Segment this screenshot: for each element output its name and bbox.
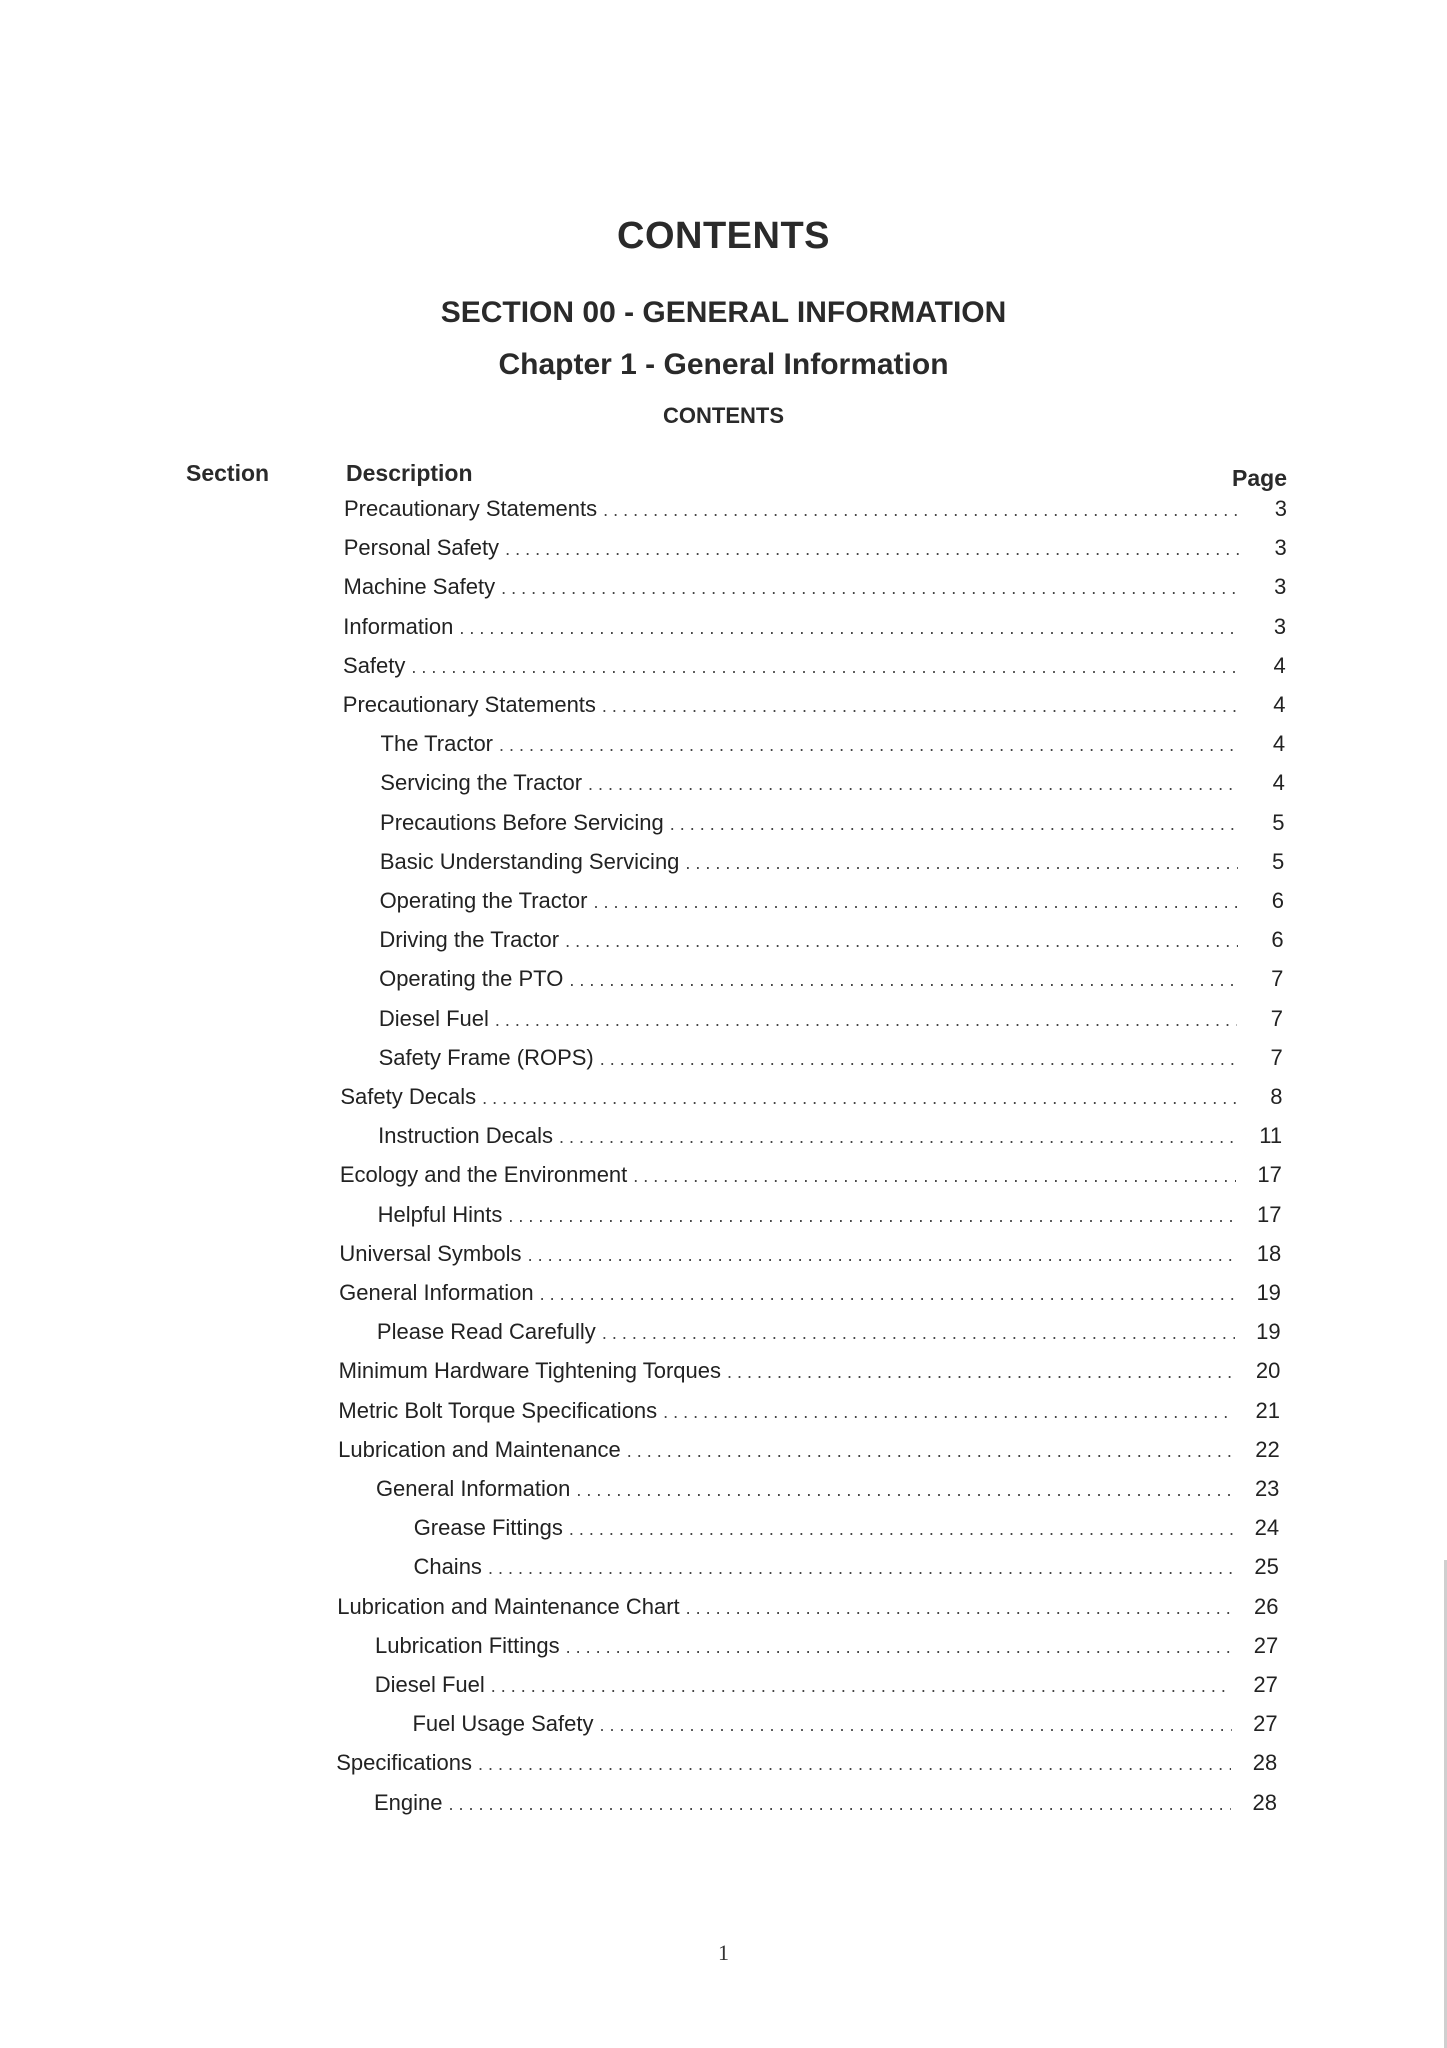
section-title: SECTION 00 - GENERAL INFORMATION [440,296,1007,329]
toc-leader-dots [566,1637,1233,1658]
toc-entry [344,535,1287,565]
toc-entry-page: 8 [1270,1084,1283,1109]
toc-leader-dots [459,618,1240,639]
toc-entry [339,1280,1281,1310]
toc-entry-label: Precautionary Statements [344,496,598,521]
toc-entry [377,1319,1281,1349]
toc-entry-label: Diesel Fuel [374,1672,485,1697]
toc-entry-page: 6 [1271,888,1284,913]
toc-entry-page: 4 [1273,652,1286,678]
toc-leader-dots [602,696,1240,717]
chapter-title: Chapter 1 - General Information [498,348,949,381]
page-number: 1 [718,1940,729,1965]
toc-entry-page: 5 [1272,848,1285,874]
toc-entry [380,888,1284,918]
column-header-section: Section [186,460,270,486]
sub-contents-heading: CONTENTS [663,403,784,428]
toc-entry-page: 20 [1255,1358,1281,1384]
toc-entry-page: 23 [1254,1476,1280,1501]
toc-entry-label: Ecology and the Environment [339,1162,628,1188]
toc-leader-dots [685,853,1238,874]
toc-leader-dots [627,1441,1234,1462]
toc-entry-label: Servicing the Tractor [380,770,583,796]
toc-entry-label: Operating the PTO [379,966,564,992]
column-header-description: Description [346,460,473,486]
toc-entry-page: 17 [1257,1162,1282,1188]
toc-entry [344,496,1287,526]
toc-leader-dots [559,1127,1236,1148]
toc-entry-label: Personal Safety [343,535,500,561]
toc-entry-label: Driving the Tractor [379,927,560,953]
toc-entry-page: 7 [1270,1005,1284,1031]
toc-entry [343,692,1286,722]
toc-entry-page: 19 [1256,1280,1281,1305]
toc-leader-dots [663,1402,1234,1423]
toc-leader-dots [727,1362,1234,1383]
toc-entry-label: Lubrication and Maintenance [338,1436,621,1462]
toc-leader-dots [569,1519,1233,1540]
toc-entry-label: Instruction Decals [378,1123,553,1149]
toc-leader-dots [411,657,1239,678]
toc-leader-dots [565,931,1238,952]
toc-leader-dots [603,500,1241,521]
toc-entry-label: Precautions Before Servicing [380,809,664,835]
toc-leader-dots [593,892,1238,913]
toc-entry-label: Machine Safety [343,574,496,600]
toc-entry-page: 4 [1273,692,1286,717]
toc-entry [379,1006,1283,1036]
toc-entry-label: Helpful Hints [377,1201,503,1227]
toc-entry-label: Grease Fittings [413,1515,563,1541]
toc-leader-dots [528,1245,1236,1266]
toc-entry-page: 21 [1255,1397,1281,1423]
toc-leader-dots [495,1010,1237,1031]
toc-entry [344,574,1287,604]
toc-entry-page: 27 [1253,1672,1278,1697]
toc-entry [380,849,1284,879]
toc-entry [379,966,1283,996]
toc-leader-dots [540,1284,1235,1305]
column-header-page: Page [1232,465,1287,491]
toc-entry [379,1045,1283,1075]
toc-entry [413,1554,1278,1584]
toc-leader-dots [633,1166,1236,1187]
toc-entry-page: 27 [1253,1711,1278,1737]
toc-entry-page: 7 [1270,1044,1283,1070]
toc-entry-page: 4 [1272,731,1286,757]
toc-leader-dots [499,735,1239,756]
toc-leader-dots [600,1049,1237,1070]
toc-entry [381,731,1286,761]
toc-entry [380,770,1285,800]
toc-entry-page: 3 [1273,613,1287,639]
toc-entry [343,614,1286,644]
toc-entry-page: 28 [1252,1750,1278,1776]
toc-entry [337,1594,1278,1624]
toc-entry-label: General Information [339,1280,534,1305]
toc-entry-label: Engine [374,1789,443,1815]
toc-leader-dots [482,1088,1236,1109]
toc-entry-page: 11 [1259,1123,1283,1149]
toc-leader-dots [670,814,1239,835]
toc-entry [412,1711,1277,1741]
toc-entry-label: Chains [413,1554,482,1580]
toc-entry-page: 27 [1253,1632,1279,1658]
toc-entry-label: General Information [375,1476,571,1501]
toc-entry [343,653,1286,683]
toc-leader-dots [505,539,1241,560]
toc-leader-dots [576,1480,1233,1501]
toc-entry-label: Fuel Usage Safety [412,1711,594,1737]
toc-entry-label: Universal Symbols [339,1240,522,1266]
toc-entry-label: Safety [343,652,406,678]
toc-leader-dots [488,1558,1233,1579]
toc-entry-page: 25 [1254,1554,1279,1580]
toc-entry [379,927,1283,957]
toc-entry [340,1084,1282,1114]
toc-entry-page: 22 [1255,1436,1280,1462]
toc-entry-label: Operating the Tractor [379,888,588,913]
toc-leader-dots [686,1598,1233,1619]
toc-leader-dots [508,1206,1235,1227]
toc-entry [336,1750,1277,1780]
toc-entry-page: 7 [1271,966,1284,992]
toc-entry [375,1633,1278,1663]
toc-leader-dots [478,1754,1231,1775]
toc-entry-label: Safety Frame (ROPS) [378,1044,594,1070]
toc-entry [340,1162,1282,1192]
toc-entry-label: Metric Bolt Torque Specifications [338,1397,658,1423]
toc-leader-dots [501,578,1240,599]
toc-entry-page: 3 [1274,574,1287,600]
toc-entry-label: Specifications [336,1750,472,1776]
toc-entry [339,1241,1281,1271]
toc-entry-page: 3 [1274,535,1287,561]
toc-leader-dots [569,970,1237,991]
toc-entry-label: Basic Understanding Servicing [379,848,680,874]
toc-entry-label: Lubrication and Maintenance Chart [337,1593,680,1619]
toc-entry-page: 4 [1272,770,1285,796]
toc-entry-page: 17 [1257,1201,1282,1227]
toc-entry-label: Precautionary Statements [342,692,596,717]
toc-entry [375,1672,1278,1702]
toc-leader-dots [491,1676,1232,1697]
toc-entry-label: The Tractor [380,731,494,757]
toc-entry [378,1202,1282,1232]
toc-entry [338,1398,1280,1428]
toc-entry-page: 19 [1256,1319,1281,1345]
toc-entry-label: Minimum Hardware Tightening Torques [338,1358,721,1384]
toc-leader-dots [602,1323,1235,1344]
toc-entry-label: Diesel Fuel [378,1005,489,1031]
toc-entry [339,1358,1281,1388]
toc-entry [414,1515,1279,1545]
toc-entry [338,1437,1280,1467]
toc-entry-label: Please Read Carefully [376,1319,596,1345]
toc-entry [378,1123,1282,1153]
toc-entry-label: Lubrication Fittings [374,1632,560,1658]
toc-entry-page: 28 [1252,1789,1277,1815]
toc-entry-page: 5 [1272,809,1285,835]
toc-entry-page: 24 [1254,1515,1280,1541]
toc-entry [380,810,1285,840]
toc-entry-page: 6 [1271,927,1284,953]
toc-leader-dots [449,1794,1231,1815]
toc-entry-label: Information [343,613,454,639]
toc-entry-page: 3 [1274,496,1287,521]
toc-leader-dots [588,774,1239,795]
toc-entry-page: 26 [1254,1593,1279,1619]
page-title: CONTENTS [617,215,830,257]
toc-leader-dots [599,1715,1231,1736]
toc-entry-page: 18 [1256,1240,1282,1266]
toc-entry [376,1476,1279,1506]
toc-entry-label: Safety Decals [340,1084,477,1109]
toc-entry [374,1790,1277,1820]
